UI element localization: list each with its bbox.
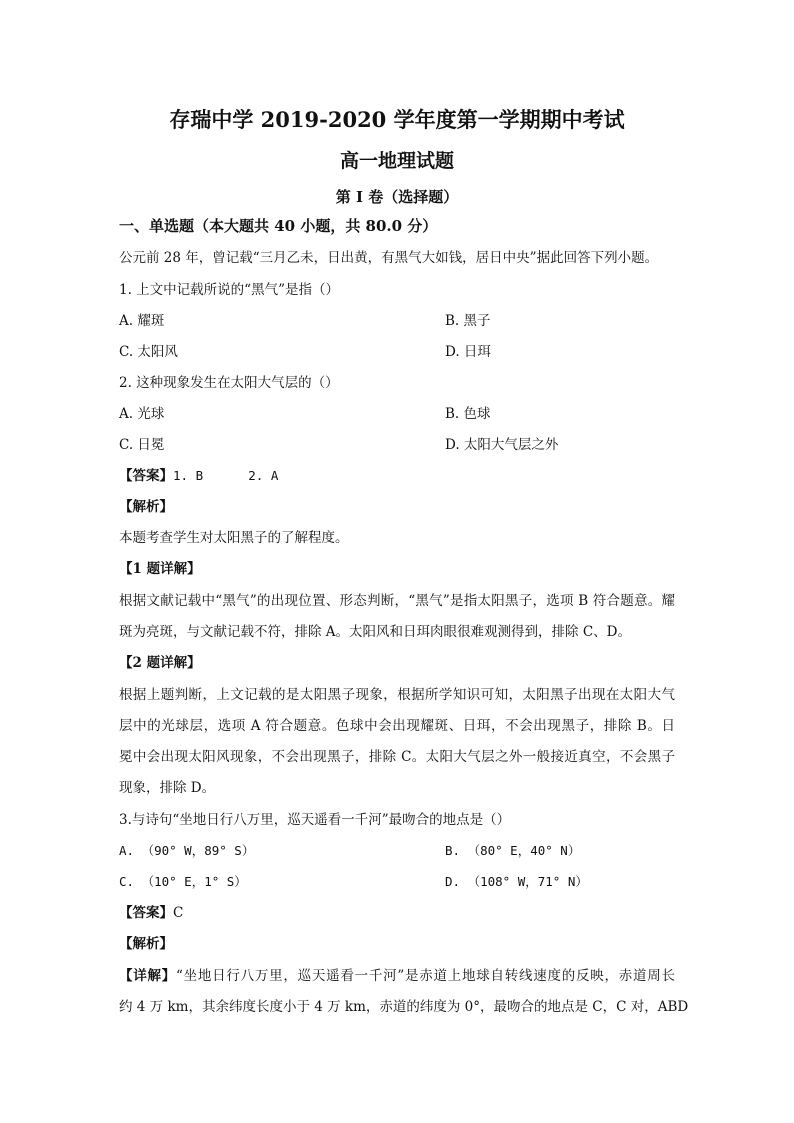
answer-label: 【答案】	[119, 905, 173, 921]
question-1-option-b: B. 黑子	[445, 313, 491, 329]
answer-3	[119, 904, 183, 922]
question-1-option-d: D. 日珥	[445, 344, 491, 360]
detail-3-line-2: 约 4 万 km，其余纬度长度小于 4 万 km，赤道的纬度为 0°，最吻合的地点是 C，C 对，ABD	[119, 999, 689, 1015]
analysis-text: 本题考查学生对太阳黑子的了解程度。	[119, 530, 349, 546]
question-intro: 公元前 28 年，曾记载“三月乙未，日出黄，有黑气大如钱，居日中央”据此回答下列小题。	[119, 250, 659, 266]
question-3-option-a: A. （90° W，89° S）	[119, 843, 255, 858]
answer-label: 【答案】	[119, 468, 173, 484]
question-3-option-c: C. （10° E，1° S）	[119, 874, 247, 889]
section-heading: 一、单选题（本大题共 40 小题，共 80.0 分）	[119, 217, 438, 235]
detail-3-label: 【详解】	[119, 968, 176, 984]
detail-2-line-2: 层中的光球层，选项 A 符合题意。色球中会出现耀斑、日珥，不会出现黑子，排除 B。日	[119, 718, 675, 734]
volume-title: 第 I 卷（选择题）	[335, 188, 459, 206]
question-3-option-b: B. （80° E，40° N）	[445, 843, 581, 858]
question-3-stem: 3.与诗句“坐地日行八万里，巡天遥看一千河”最吻合的地点是（）	[119, 812, 511, 828]
question-1-option-c: C. 太阳风	[119, 344, 178, 360]
detail-3-line-1	[119, 967, 675, 985]
answer-value: C	[173, 905, 184, 921]
school-exam-title: 存瑞中学 2019-2020 学年度第一学期期中考试	[169, 107, 625, 132]
subject-title: 高一地理试题	[339, 150, 454, 172]
answer-1-2	[119, 467, 278, 485]
detail-2-line-1: 根据上题判断，上文记载的是太阳黑子现象，根据所学知识可知，太阳黑子出现在太阳大气	[119, 687, 675, 703]
detail-1-label: 【1 题详解】	[119, 561, 201, 577]
question-2-stem: 2. 这种现象发生在太阳大气层的（）	[119, 375, 339, 391]
question-2-option-c: C. 日冕	[119, 437, 165, 453]
question-2-option-b: B. 色球	[445, 406, 491, 422]
analysis-3-label: 【解析】	[119, 936, 173, 952]
analysis-label: 【解析】	[119, 499, 173, 515]
question-1-stem: 1. 上文中记载所说的“黑气”是指（）	[119, 282, 339, 298]
question-1-option-a: A. 耀斑	[119, 313, 165, 329]
detail-2-line-3: 冕中会出现太阳风现象，不会出现黑子，排除 C。太阳大气层之外一般接近真空，不会黑子	[119, 749, 675, 765]
question-3-option-d: D. （108° W，71° N）	[445, 874, 588, 889]
detail-1-line-1: 根据文献记载中“黑气”的出现位置、形态判断，“黑气”是指太阳黑子，选项 B 符合题意。耀	[119, 593, 675, 609]
detail-3-text-1: “坐地日行八万里，巡天遥看一千河”是赤道上地球自转线速度的反映，赤道周长	[176, 968, 675, 984]
detail-2-line-4: 现象，排除 D。	[119, 780, 216, 796]
answer-value: 1. B 2. A	[173, 468, 279, 483]
question-2-option-a: A. 光球	[119, 406, 165, 422]
question-2-option-d: D. 太阳大气层之外	[445, 437, 559, 453]
detail-2-label: 【2 题详解】	[119, 655, 201, 671]
detail-1-line-2: 斑为亮斑，与文献记载不符，排除 A。太阳风和日珥肉眼很难观测得到，排除 C、D。	[119, 624, 631, 640]
